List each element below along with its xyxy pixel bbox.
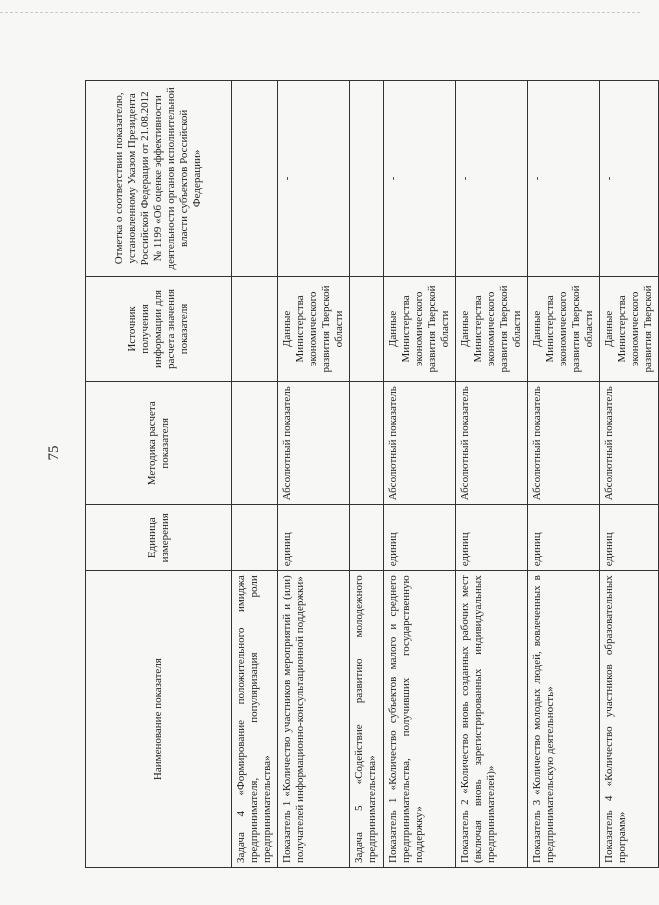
table-row [600,81,659,868]
indicators-table [85,80,659,868]
indicator-method: Абсолютный показатель [384,382,456,505]
indicator-mark: - [600,81,659,277]
header-name: Наименование показателя [86,571,232,868]
table-row [528,81,600,868]
empty-cell [350,505,384,571]
indicator-name: Показатель 3 «Количество молодых людей, вовлеченных в предпринимательскую деятельность» [528,571,600,868]
indicator-unit: единиц [278,505,350,571]
table-header-row [86,81,232,868]
header-unit: Единица измерения [86,505,232,571]
indicator-mark: - [528,81,600,277]
indicator-unit: единиц [600,505,659,571]
indicator-name: Показатель 4 «Количество участников образовательных программ» [600,571,659,868]
task-name: Задача 5 «Содействие развитию молодежного предпринимательства» [350,571,384,868]
indicator-method: Абсолютный показатель [600,382,659,505]
indicator-method: Абсолютный показатель [456,382,528,505]
table-row [456,81,528,868]
header-mark: Отметка о соответствии показателю, установленному Указом Президента Российской Федерации от 21.08.2012 № 1199 «Об оценке эффективности деятельности органов исполнительной власти субъектов Российской Федерации» [86,81,232,277]
header-method: Методика расчета показателя [86,382,232,505]
table-row [278,81,350,868]
empty-cell [232,382,278,505]
table-row [350,81,384,868]
indicator-unit: единиц [384,505,456,571]
empty-cell [232,81,278,277]
top-dashed-rule [0,12,640,13]
indicator-source: Данные Министерства экономического развития Тверской области [456,276,528,382]
table-row [232,81,278,868]
indicator-mark: - [456,81,528,277]
indicator-unit: единиц [528,505,600,571]
empty-cell [350,276,384,382]
indicator-source: Данные Министерства экономического развития Тверской области [384,276,456,382]
indicator-source: Данные Министерства экономического развития Тверской области [528,276,600,382]
document-page [40,38,654,868]
indicator-mark: - [278,81,350,277]
indicator-name: Показатель 1 «Количество субъектов малого и среднего предпринимательства, получивших государственную поддержку» [384,571,456,868]
indicator-method: Абсолютный показатель [528,382,600,505]
task-name: Задача 4 «Формирование положительного имиджа предпринимателя, популяризация роли предпринимательства» [232,571,278,868]
empty-cell [350,382,384,505]
table-row [384,81,456,868]
indicator-name: Показатель 2 «Количество вновь созданных рабочих мест (включая вновь зарегистрированных индивидуальных предпринимателей)» [456,571,528,868]
indicator-name: Показатель 1 «Количество участников мероприятий и (или) получателей информационно-консультационной поддержки» [278,571,350,868]
indicator-source: Данные Министерства экономического развития Тверской [600,276,659,382]
empty-cell [232,276,278,382]
indicator-mark: - [384,81,456,277]
empty-cell [232,505,278,571]
header-source: Источник получения информации для расчета значения показателя [86,276,232,382]
empty-cell [350,81,384,277]
page-number: 75 [46,445,62,461]
indicator-source: Данные Министерства экономического развития Тверской области [278,276,350,382]
indicator-unit: единиц [456,505,528,571]
indicator-method: Абсолютный показатель [278,382,350,505]
